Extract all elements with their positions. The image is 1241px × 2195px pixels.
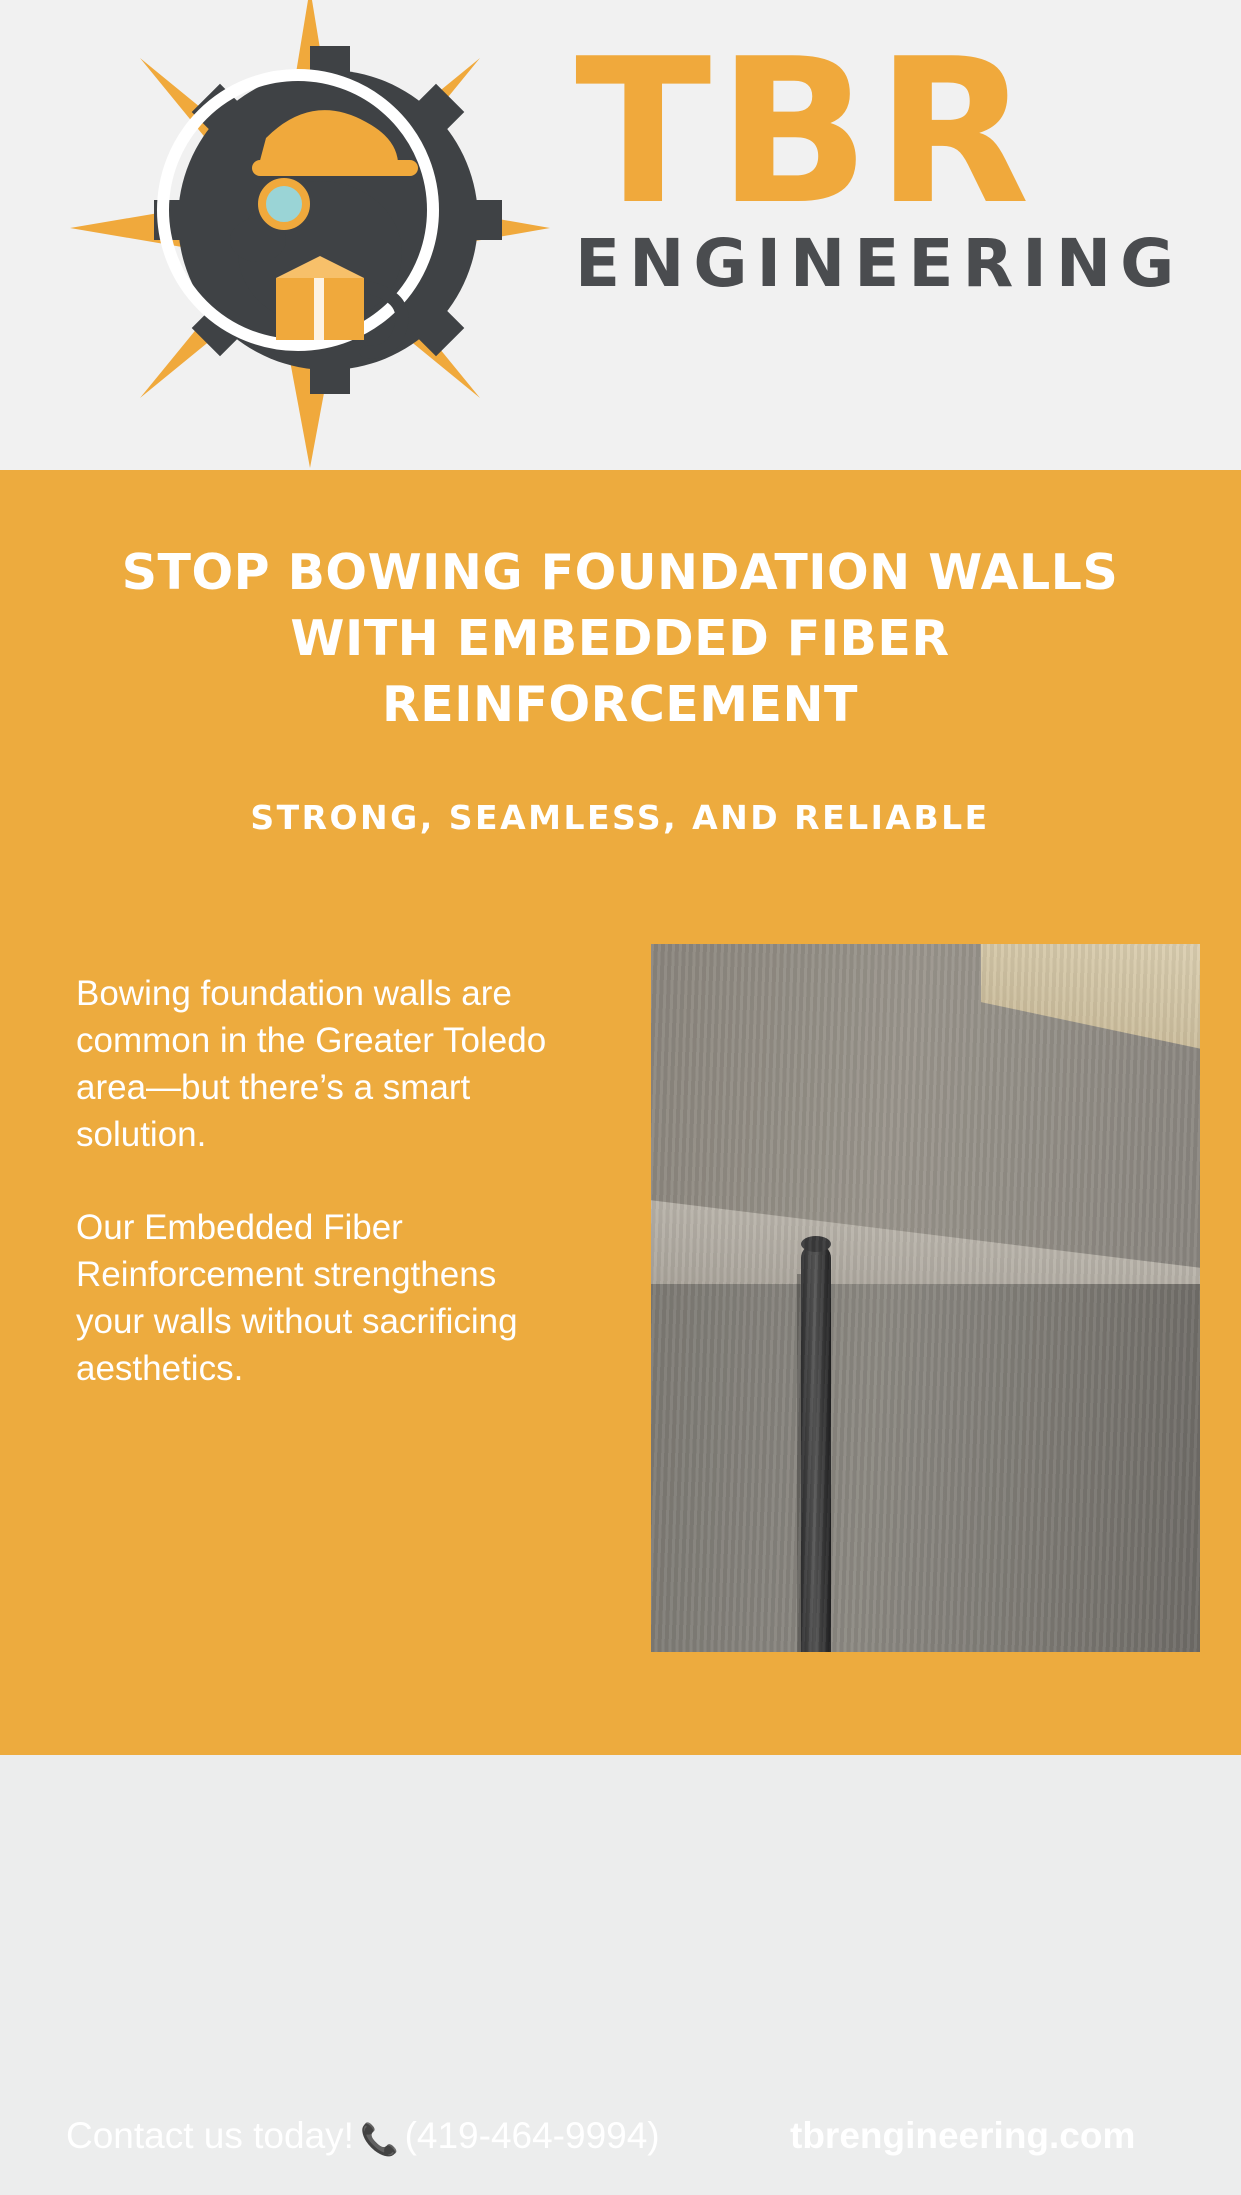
phone-number[interactable]: (419-464-9994) [404,2115,660,2156]
logo-subtitle: ENGINEERING [575,225,1184,302]
photo-lower-wall [651,1284,1200,1652]
subheadline: STRONG, SEAMLESS, AND RELIABLE [250,798,990,837]
phone-icon: 📞 [359,2122,399,2157]
foundation-wall-photo [651,944,1200,1652]
website-link[interactable]: tbrengineering.com [790,2115,1136,2156]
content-panel [0,470,1241,2157]
photo-fiber-rod [801,1244,831,1652]
contact-label: Contact us today! [66,2115,354,2156]
logo-title: TBR [575,16,1036,249]
footer [0,2115,1241,2195]
tbr-logo-icon [70,0,550,468]
body-paragraph-1: Bowing foundation walls are common in the Greater Toledo area—but there’s a smart solution. [76,974,547,1154]
headline: STOP BOWING FOUNDATION WALLS WITH EMBEDDED FIBER REINFORCEMENT [121,544,1119,733]
header-banner [0,0,1241,472]
photo-fiber-rod-cap [801,1236,831,1252]
body-copy [76,970,556,1438]
logo-wordmark [575,16,1184,302]
contact-line [66,2115,660,2157]
body-paragraph-2: Our Embedded Fiber Reinforcement strengthens your walls without sacrificing aesthetics. [76,1208,518,1388]
